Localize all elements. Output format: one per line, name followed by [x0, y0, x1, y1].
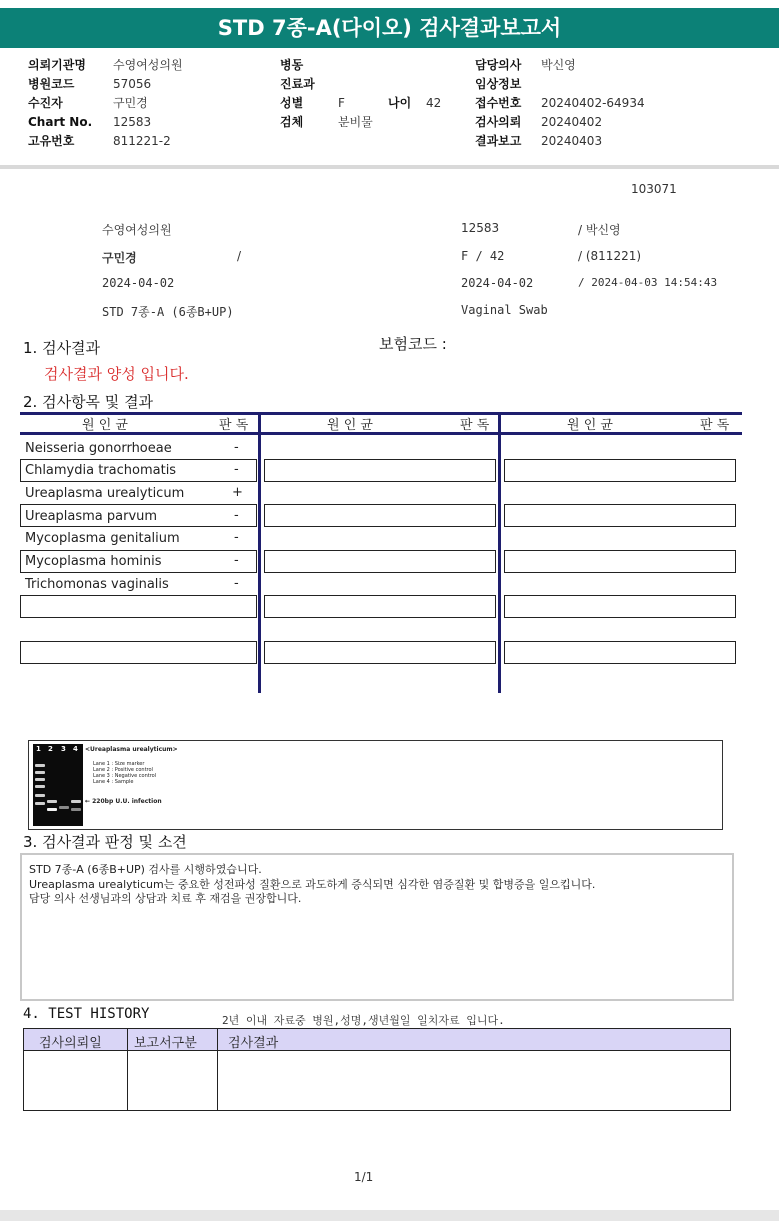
- doctor-value: 박신영: [541, 58, 576, 72]
- receipt-value: 20240402-64934: [541, 96, 645, 110]
- row-box: [504, 504, 736, 527]
- summary-datetime: / 2024-04-03 14:54:43: [578, 276, 718, 289]
- summary-doctor: / 박신영: [578, 223, 621, 237]
- row-box: [264, 595, 496, 618]
- result-name: Trichomonas vaginalis: [25, 577, 169, 592]
- age-label: 나이: [388, 96, 412, 110]
- summary-date1: 2024-04-02: [102, 276, 175, 290]
- summary-test-name: STD 7종-A (6종B+UP): [102, 305, 234, 319]
- receipt-label: 접수번호: [475, 96, 522, 110]
- age-value: 42: [426, 96, 442, 110]
- age-value-block: [426, 94, 441, 113]
- col-pathogen-2: 원 인 균: [327, 418, 373, 433]
- insurance-code-label: 보험코드 :: [379, 335, 447, 353]
- result-name: Mycoplasma hominis: [25, 554, 162, 569]
- header-middle-values: [338, 94, 373, 132]
- dept-label: 진료과: [280, 77, 315, 91]
- lane-number: 2: [48, 745, 53, 753]
- gel-band-label: 220bp U.U. infection: [92, 798, 162, 805]
- table-head-rule: [20, 432, 742, 435]
- clinical-label: 임상정보: [475, 77, 522, 91]
- result-mark: -: [234, 508, 239, 523]
- summary-sex-age: F / 42: [461, 249, 505, 263]
- ward-label: 병동: [280, 58, 304, 72]
- row-box: [504, 550, 736, 573]
- institution-value: 수영여성의원: [113, 58, 183, 72]
- page-indicator: 1/1: [354, 1170, 374, 1184]
- col-judge-3: 판 독: [700, 418, 730, 433]
- age-block: [388, 94, 411, 113]
- request-label: 검사의뢰: [475, 115, 522, 129]
- row-box: [264, 504, 496, 527]
- result-value: 20240403: [541, 134, 603, 148]
- table-divider-2: [498, 412, 501, 693]
- gel-legend: Lane 1 : Size marker: [93, 761, 145, 767]
- col-judge-2: 판 독: [460, 418, 490, 433]
- gel-band-arrow: ← 220bp U.U. infection: [85, 798, 162, 805]
- section3-title: 3. 검사결과 판정 및 소견: [23, 833, 187, 851]
- col-report-type: 보고서구분: [134, 1036, 197, 1051]
- history-table: [23, 1028, 731, 1111]
- summary-date2: 2024-04-02: [461, 276, 534, 290]
- col-request-date: 검사의뢰일: [39, 1036, 102, 1051]
- result-name: Mycoplasma genitalium: [25, 531, 180, 546]
- doc-number: 103071: [631, 182, 677, 196]
- opinion-line: 담당 의사 선생님과의 상담과 치료 후 재검을 권장합니다.: [29, 892, 302, 905]
- gel-legend: Lane 2 : Positive control: [93, 767, 153, 773]
- hospital-code-value: 57056: [113, 77, 152, 91]
- result-name-positive: Ureaplasma urealyticum: [25, 486, 185, 501]
- lane-number: 3: [61, 745, 66, 753]
- table-top-rule: [20, 412, 742, 415]
- result-name: Chlamydia trachomatis: [25, 463, 177, 478]
- gel-panel: [28, 740, 723, 830]
- gel-legend: Lane 3 : Negative control: [93, 773, 157, 779]
- header-right: [475, 56, 521, 151]
- header-right-values: [541, 56, 645, 151]
- result-mark: -: [234, 440, 239, 455]
- header-separator: [0, 165, 779, 169]
- sex-value: F: [338, 96, 345, 110]
- section4-title: 4. TEST HISTORY: [23, 1006, 150, 1022]
- gel-image: [33, 744, 83, 826]
- gel-title: <Ureaplasma urealyticum>: [85, 746, 178, 753]
- chart-label: Chart No.: [28, 115, 93, 129]
- history-col-divider: [217, 1029, 218, 1110]
- gel-legend: Lane 4 : Sample: [93, 779, 134, 785]
- result-mark: -: [234, 576, 239, 591]
- row-box: [504, 641, 736, 664]
- request-value: 20240402: [541, 115, 603, 129]
- opinion-line: STD 7종-A (6종B+UP) 검사를 시행하였습니다.: [29, 863, 262, 876]
- result-label: 결과보고: [475, 134, 522, 148]
- col-pathogen-1: 원 인 균: [82, 418, 128, 433]
- row-box: [504, 595, 736, 618]
- row-box: [264, 641, 496, 664]
- summary-birth: / (811221): [578, 249, 642, 263]
- specimen-label: 검체: [280, 115, 304, 129]
- row-box: [20, 595, 257, 618]
- doctor-label: 담당의사: [475, 58, 522, 72]
- col-test-result: 검사결과: [228, 1036, 279, 1051]
- lane-number: 4: [73, 745, 78, 753]
- summary-chart: 12583: [461, 221, 500, 235]
- sex-label: 성별: [280, 96, 304, 110]
- result-mark: -: [234, 530, 239, 545]
- history-header: [24, 1029, 730, 1051]
- section1-title: 1. 검사결과: [23, 339, 101, 357]
- specimen-value: 분비물: [338, 115, 373, 129]
- page-footer-band: [0, 1210, 779, 1221]
- report-title: STD 7종-A(다이오) 검사결과보고서: [0, 8, 779, 48]
- header-left: [28, 56, 92, 151]
- row-box: [20, 641, 257, 664]
- summary-slash: /: [237, 249, 242, 263]
- result-mark: -: [234, 553, 239, 568]
- opinion-line: Ureaplasma urealyticum는 중요한 성전파성 질환으로 과도하게 증식되면 심각한 염증질환 및 합병증을 일으킵니다.: [29, 878, 596, 891]
- history-note: 2년 이내 자료중 병원,성명,생년월일 일치자료 입니다.: [222, 1014, 505, 1027]
- summary-institution: 수영여성의원: [102, 223, 172, 237]
- row-box: [264, 550, 496, 573]
- lane-number: 1: [36, 745, 41, 753]
- patient-label: 수진자: [28, 96, 63, 110]
- hospital-code-label: 병원코드: [28, 77, 75, 91]
- result-name: Ureaplasma parvum: [25, 509, 158, 524]
- row-box: [504, 459, 736, 482]
- chart-value: 12583: [113, 115, 152, 129]
- col-judge-1: 판 독: [219, 418, 249, 433]
- col-pathogen-3: 원 인 균: [567, 418, 613, 433]
- table-divider-1: [258, 412, 261, 693]
- summary-patient: 구민경: [102, 251, 137, 265]
- header-left-values: [113, 56, 183, 151]
- section2-title: 2. 검사항목 및 결과: [23, 393, 154, 411]
- unique-value: 811221-2: [113, 134, 171, 148]
- result-mark: -: [234, 462, 239, 477]
- result-summary: 검사결과 양성 입니다.: [44, 365, 189, 383]
- history-col-divider: [127, 1029, 128, 1110]
- unique-label: 고유번호: [28, 134, 75, 148]
- row-box: [264, 459, 496, 482]
- header-middle: [280, 56, 315, 132]
- result-name: Neisseria gonorrhoeae: [25, 441, 172, 456]
- patient-value: 구민경: [113, 96, 148, 110]
- result-mark-positive: +: [232, 485, 243, 500]
- summary-specimen: Vaginal Swab: [461, 303, 548, 317]
- institution-label: 의뢰기관명: [28, 58, 86, 72]
